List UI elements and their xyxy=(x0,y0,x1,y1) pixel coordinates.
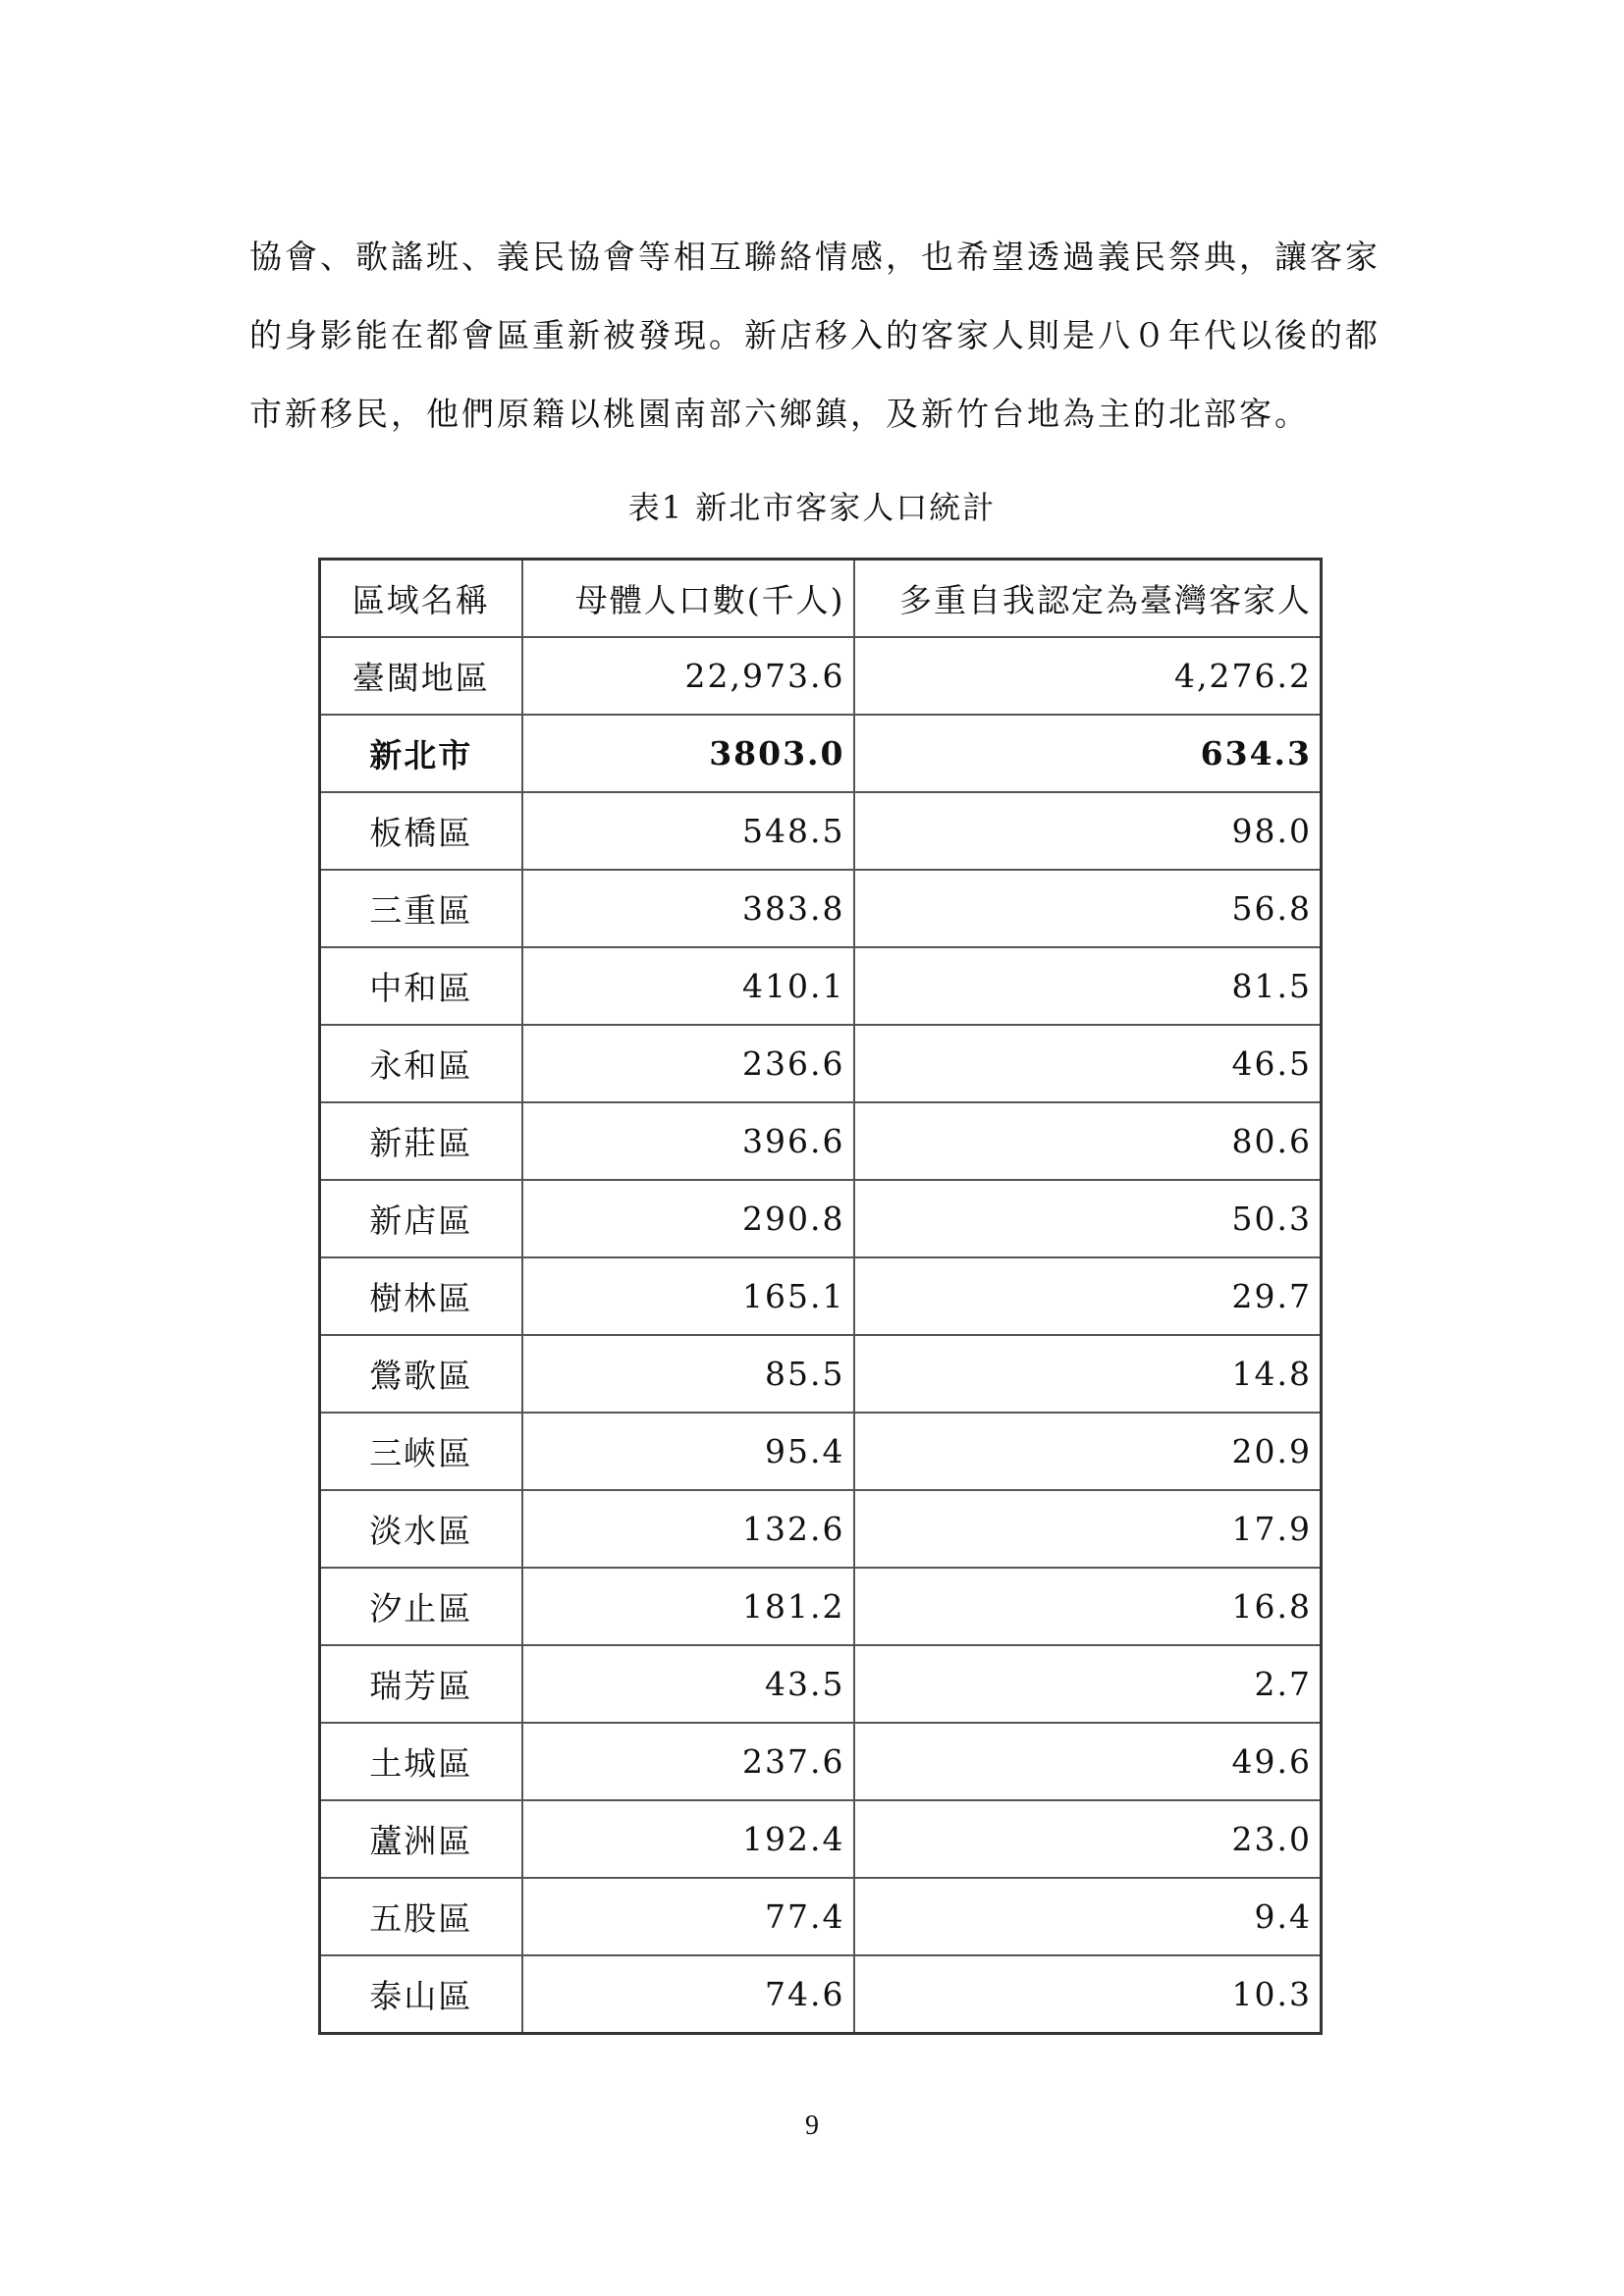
cell-hakka: 46.5 xyxy=(854,1025,1322,1102)
cell-hakka: 17.9 xyxy=(854,1490,1322,1568)
table-row xyxy=(320,947,1322,1025)
cell-hakka: 2.7 xyxy=(854,1645,1322,1723)
paragraph-line: 市新移民，他們原籍以桃園南部六鄉鎮，及新竹台地為主的北部客。 xyxy=(249,395,1310,433)
cell-hakka: 81.5 xyxy=(854,947,1322,1025)
table-row xyxy=(320,1490,1322,1568)
table-row xyxy=(320,1723,1322,1800)
cell-population: 74.6 xyxy=(522,1955,854,2034)
table-row xyxy=(320,1102,1322,1180)
cell-hakka: 29.7 xyxy=(854,1257,1322,1335)
hakka-population-table xyxy=(318,558,1323,2035)
cell-region-name: 瑞芳區 xyxy=(320,1645,522,1723)
cell-population: 95.4 xyxy=(522,1413,854,1490)
table-row xyxy=(320,715,1322,792)
table-row xyxy=(320,1800,1322,1878)
cell-region-name: 三峽區 xyxy=(320,1413,522,1490)
table-row xyxy=(320,1413,1322,1490)
cell-region-name: 樹林區 xyxy=(320,1257,522,1335)
cell-region-name: 中和區 xyxy=(320,947,522,1025)
cell-region-name: 三重區 xyxy=(320,870,522,947)
cell-region-name: 板橋區 xyxy=(320,792,522,870)
cell-population: 77.4 xyxy=(522,1878,854,1955)
cell-population: 165.1 xyxy=(522,1257,854,1335)
cell-population: 181.2 xyxy=(522,1568,854,1645)
table-caption: 表1 新北市客家人口統計 xyxy=(627,489,997,526)
cell-hakka: 98.0 xyxy=(854,792,1322,870)
paragraph-line: 的身影能在都會區重新被發現。新店移入的客家人則是八０年代以後的都 xyxy=(249,316,1380,354)
cell-hakka: 14.8 xyxy=(854,1335,1322,1413)
cell-region-name: 永和區 xyxy=(320,1025,522,1102)
table-row xyxy=(320,637,1322,715)
header-hakka: 多重自我認定為臺灣客家人 xyxy=(854,560,1322,638)
cell-population: 383.8 xyxy=(522,870,854,947)
cell-hakka: 10.3 xyxy=(854,1955,1322,2034)
cell-population: 85.5 xyxy=(522,1335,854,1413)
cell-hakka: 16.8 xyxy=(854,1568,1322,1645)
cell-region-name: 五股區 xyxy=(320,1878,522,1955)
cell-population: 410.1 xyxy=(522,947,854,1025)
cell-region-name: 鶯歌區 xyxy=(320,1335,522,1413)
page-number: 9 xyxy=(805,2110,819,2141)
header-region-name: 區域名稱 xyxy=(320,560,522,638)
cell-population: 192.4 xyxy=(522,1800,854,1878)
table-row xyxy=(320,1645,1322,1723)
table-row xyxy=(320,1025,1322,1102)
table-row xyxy=(320,792,1322,870)
cell-hakka: 20.9 xyxy=(854,1413,1322,1490)
cell-region-name: 新店區 xyxy=(320,1180,522,1257)
table-row xyxy=(320,1180,1322,1257)
cell-population: 236.6 xyxy=(522,1025,854,1102)
cell-hakka: 9.4 xyxy=(854,1878,1322,1955)
paragraph-line: 協會、歌謠班、義民協會等相互聯絡情感，也希望透過義民祭典，讓客家 xyxy=(249,238,1380,276)
cell-region-name: 泰山區 xyxy=(320,1955,522,2034)
cell-region-name: 淡水區 xyxy=(320,1490,522,1568)
cell-population: 548.5 xyxy=(522,792,854,870)
cell-population: 3803.0 xyxy=(522,715,854,792)
cell-hakka: 56.8 xyxy=(854,870,1322,947)
cell-region-name: 新北市 xyxy=(320,715,522,792)
cell-hakka: 4,276.2 xyxy=(854,637,1322,715)
table-row xyxy=(320,1878,1322,1955)
table-row xyxy=(320,1335,1322,1413)
cell-population: 43.5 xyxy=(522,1645,854,1723)
cell-hakka: 23.0 xyxy=(854,1800,1322,1878)
cell-region-name: 新莊區 xyxy=(320,1102,522,1180)
cell-region-name: 汐止區 xyxy=(320,1568,522,1645)
table-row xyxy=(320,870,1322,947)
table-row xyxy=(320,1257,1322,1335)
table-row xyxy=(320,1568,1322,1645)
cell-population: 237.6 xyxy=(522,1723,854,1800)
cell-population: 290.8 xyxy=(522,1180,854,1257)
cell-hakka: 634.3 xyxy=(854,715,1322,792)
cell-region-name: 土城區 xyxy=(320,1723,522,1800)
body-paragraph xyxy=(249,218,1388,454)
cell-region-name: 臺閩地區 xyxy=(320,637,522,715)
header-population: 母體人口數(千人) xyxy=(522,560,854,638)
cell-hakka: 49.6 xyxy=(854,1723,1322,1800)
table-row xyxy=(320,1955,1322,2034)
cell-population: 396.6 xyxy=(522,1102,854,1180)
table-header-row xyxy=(320,560,1322,638)
cell-hakka: 80.6 xyxy=(854,1102,1322,1180)
cell-population: 132.6 xyxy=(522,1490,854,1568)
cell-population: 22,973.6 xyxy=(522,637,854,715)
cell-region-name: 蘆洲區 xyxy=(320,1800,522,1878)
cell-hakka: 50.3 xyxy=(854,1180,1322,1257)
